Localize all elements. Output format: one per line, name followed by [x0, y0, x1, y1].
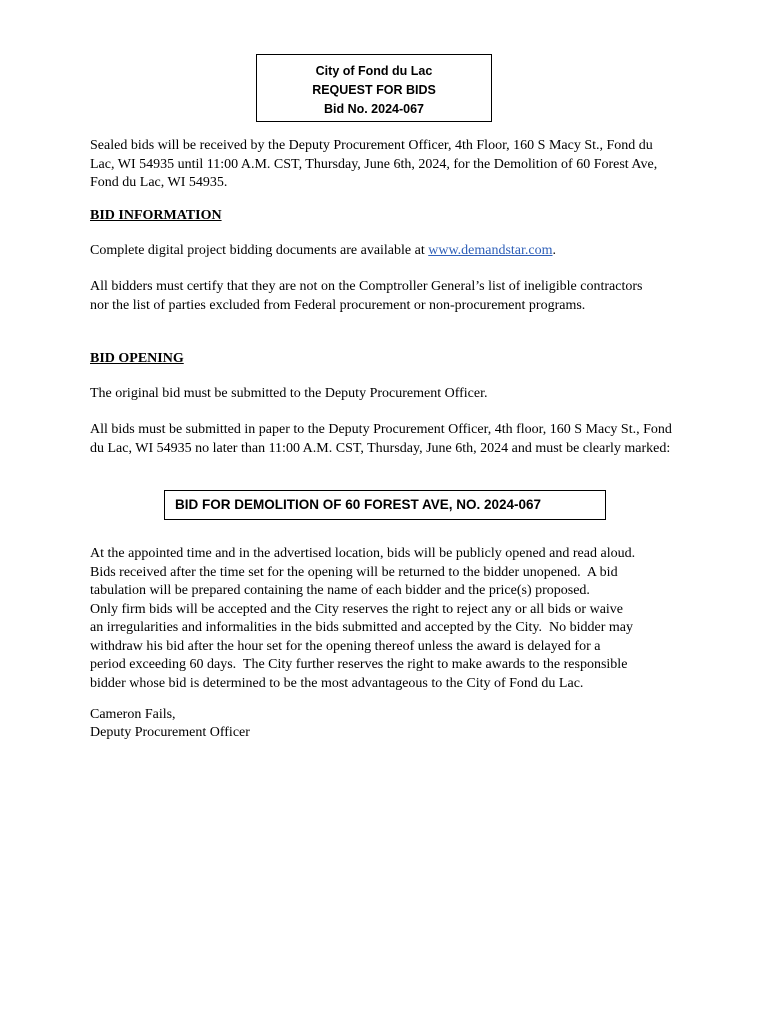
- demandstar-link[interactable]: www.demandstar.com: [428, 243, 553, 258]
- terms-paragraph: [90, 545, 710, 693]
- signer-name: Cameron Fails,: [90, 707, 176, 722]
- intro-paragraph: Sealed bids will be received by the Deputy Procurement Officer, 4th Floor, 160 S Macy St., Fond du Lac, WI 54935 until 11:00 A.M. CST, Thursday, June 6th, 2024, for the Demolition of 60 Forest Ave, Fond du Lac, WI 54935.: [90, 138, 658, 190]
- terms-line: an irregularities and informalities in the bids submitted and accepted by the City. No bidder may: [90, 620, 634, 635]
- terms-line: At the appointed time and in the advertised location, bids will be publicly opened and read aloud.: [90, 546, 636, 561]
- terms-line: tabulation will be prepared containing the name of each bidder and the price(s) proposed.: [90, 583, 590, 598]
- bid-number: Bid No. 2024-067: [323, 102, 425, 116]
- title-box: [256, 54, 492, 122]
- documents-paragraph: [90, 242, 690, 261]
- bid-marking-label: BID FOR DEMOLITION OF 60 FOREST AVE, NO. 2024-067: [164, 490, 606, 520]
- signer-title: Deputy Procurement Officer: [90, 725, 250, 740]
- bid-opening-heading: BID OPENING: [90, 351, 184, 366]
- city-name: City of Fond du Lac: [315, 64, 433, 78]
- certify-paragraph: All bidders must certify that they are not on the Comptroller General’s list of ineligible contractors nor the list of parties excluded from Federal procurement or non-procurement programs.: [90, 279, 643, 313]
- document-title: REQUEST FOR BIDS: [312, 83, 436, 97]
- terms-line: withdraw his bid after the hour set for the opening thereof unless the award is delayed for a: [90, 638, 601, 654]
- bid-information-heading: BID INFORMATION: [90, 208, 222, 223]
- terms-line: period exceeding 60 days. The City further reserves the right to make awards to the responsible: [90, 657, 628, 672]
- documents-suffix: .: [552, 243, 557, 258]
- signature-block: [90, 706, 250, 742]
- paper-submission-paragraph: All bids must be submitted in paper to the Deputy Procurement Officer, 4th floor, 160 S Macy St., Fond du Lac, WI 54935 no later than 11:00 A.M. CST, Thursday, June 6th, 2024 and must be clearly marked:: [90, 422, 672, 456]
- original-bid-paragraph: The original bid must be submitted to the Deputy Procurement Officer.: [90, 386, 488, 401]
- terms-line: Only firm bids will be accepted and the City reserves the right to reject any or all bids or waive: [90, 601, 624, 617]
- terms-line: bidder whose bid is determined to be the most advantageous to the City of Fond du Lac.: [90, 675, 584, 691]
- terms-line: Bids received after the time set for the opening will be returned to the bidder unopened. A bid: [90, 564, 618, 580]
- documents-text: Complete digital project bidding documents are available at: [90, 243, 429, 258]
